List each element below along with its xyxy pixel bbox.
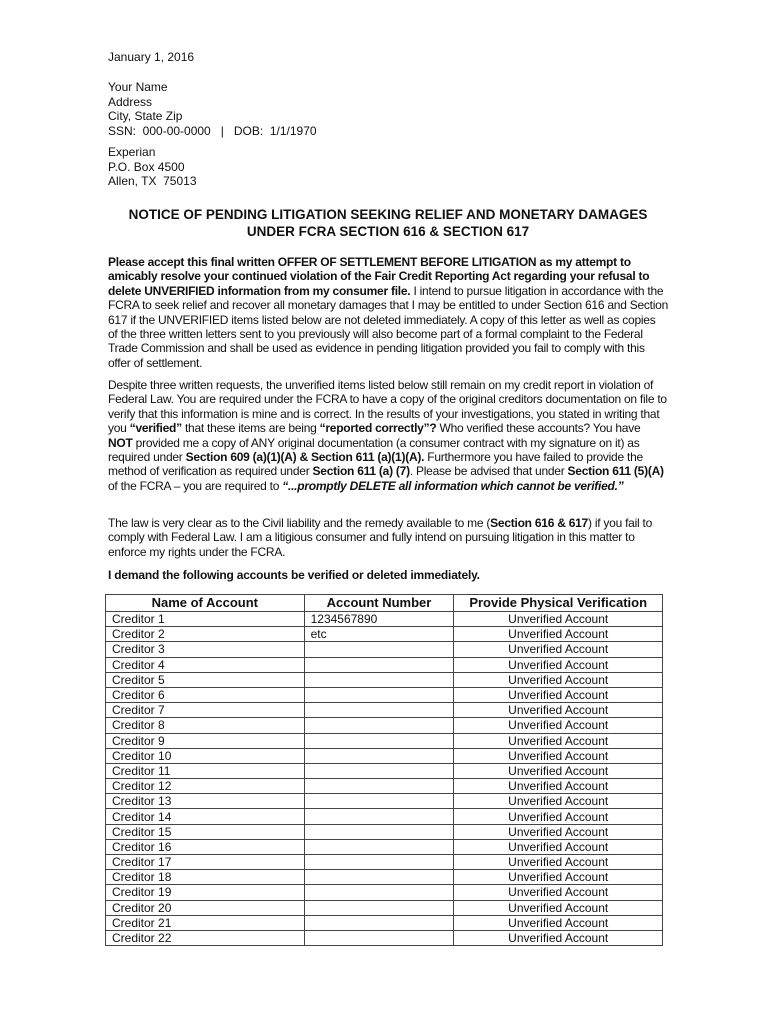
verification-status-cell: Unverified Account bbox=[454, 930, 663, 945]
table-row bbox=[106, 763, 663, 778]
verification-status-cell: Unverified Account bbox=[454, 748, 663, 763]
table-row bbox=[106, 672, 663, 687]
account-name-cell: Creditor 18 bbox=[106, 870, 305, 885]
account-name-cell: Creditor 13 bbox=[106, 794, 305, 809]
account-name-cell: Creditor 21 bbox=[106, 915, 305, 930]
recipient-name: Experian bbox=[108, 145, 156, 159]
verification-status-cell: Unverified Account bbox=[454, 672, 663, 687]
violation-text-4: provided me a copy of ANY original documentation (a consumer contract with my signature on it) as required under bbox=[108, 435, 640, 465]
sender-ids: SSN: 000-00-0000 | DOB: 1/1/1970 bbox=[108, 123, 317, 138]
sender-address: Address bbox=[108, 94, 153, 109]
table-row bbox=[106, 794, 663, 809]
table-row bbox=[106, 824, 663, 839]
account-number-cell: etc bbox=[304, 627, 454, 642]
account-name-cell: Creditor 3 bbox=[106, 642, 305, 657]
delete-quote: “...promptly DELETE all information which cannot be verified.” bbox=[282, 478, 624, 493]
verification-status-cell: Unverified Account bbox=[454, 870, 663, 885]
section-611-5a-reference: Section 611 (5)(A) bbox=[567, 464, 664, 479]
verification-status-cell: Unverified Account bbox=[454, 763, 663, 778]
account-number-cell bbox=[304, 824, 454, 839]
account-number-cell bbox=[304, 748, 454, 763]
table-row bbox=[106, 855, 663, 870]
account-number-cell bbox=[304, 885, 454, 900]
verification-status-cell: Unverified Account bbox=[454, 612, 663, 627]
account-name-cell: Creditor 22 bbox=[106, 930, 305, 945]
account-number-cell bbox=[304, 672, 454, 687]
reported-correctly-emphasis: “reported correctly”? bbox=[319, 421, 437, 436]
account-name-cell: Creditor 12 bbox=[106, 779, 305, 794]
account-number-cell bbox=[304, 763, 454, 778]
sender-block bbox=[108, 80, 317, 138]
table-row bbox=[106, 733, 663, 748]
liability-text-1: The law is very clear as to the Civil liability and the remedy available to me ( bbox=[108, 516, 491, 530]
verification-status-cell: Unverified Account bbox=[454, 915, 663, 930]
recipient-city: Allen, TX 75013 bbox=[108, 174, 197, 188]
settlement-bold: Please accept this final written OFFER OF SETTLEMENT BEFORE LITIGATION as my attempt to amicably resolve your continued violation of the Fair Credit Reporting Act regarding your refusal to delete UNVERIFIED information from my consumer file. bbox=[108, 255, 650, 298]
title-line-1: NOTICE OF PENDING LITIGATION SEEKING RELIEF AND MONETARY DAMAGES bbox=[128, 207, 648, 222]
demand-statement: I demand the following accounts be verified or deleted immediately. bbox=[108, 568, 480, 582]
table-row bbox=[106, 915, 663, 930]
account-number-cell bbox=[304, 870, 454, 885]
violation-text-7: of the FCRA – you are required to bbox=[108, 478, 283, 493]
account-number-cell bbox=[304, 687, 454, 702]
account-number-cell bbox=[304, 794, 454, 809]
account-name-cell: Creditor 15 bbox=[106, 824, 305, 839]
account-number-cell bbox=[304, 703, 454, 718]
table-header-row bbox=[106, 595, 663, 612]
verification-status-cell: Unverified Account bbox=[454, 703, 663, 718]
table-row bbox=[106, 657, 663, 672]
account-number-cell bbox=[304, 657, 454, 672]
verification-status-cell: Unverified Account bbox=[454, 687, 663, 702]
account-number-cell bbox=[304, 915, 454, 930]
table-row bbox=[106, 718, 663, 733]
violation-paragraph bbox=[108, 378, 668, 493]
verification-status-cell: Unverified Account bbox=[454, 733, 663, 748]
sender-name: Your Name bbox=[108, 80, 168, 94]
verification-status-cell: Unverified Account bbox=[454, 885, 663, 900]
account-name-cell: Creditor 19 bbox=[106, 885, 305, 900]
verification-status-cell: Unverified Account bbox=[454, 809, 663, 824]
table-row bbox=[106, 627, 663, 642]
account-name-cell: Creditor 7 bbox=[106, 703, 305, 718]
account-name-cell: Creditor 6 bbox=[106, 687, 305, 702]
table-row bbox=[106, 930, 663, 945]
section-611-a7-reference: Section 611 (a) (7) bbox=[312, 464, 410, 479]
header-physical-verification: Provide Physical Verification bbox=[454, 595, 663, 612]
verified-emphasis: “verified” bbox=[129, 421, 182, 436]
table-row bbox=[106, 870, 663, 885]
account-name-cell: Creditor 2 bbox=[106, 627, 305, 642]
account-name-cell: Creditor 17 bbox=[106, 855, 305, 870]
account-number-cell bbox=[304, 839, 454, 854]
account-number-cell bbox=[304, 930, 454, 945]
verification-status-cell: Unverified Account bbox=[454, 824, 663, 839]
verification-status-cell: Unverified Account bbox=[454, 718, 663, 733]
header-account-number: Account Number bbox=[304, 595, 454, 612]
section-609-reference: Section 609 (a)(1)(A) & Section 611 (a)(1)(A). bbox=[185, 450, 425, 465]
violation-text-3: Who verified these accounts? You have bbox=[436, 421, 641, 436]
account-name-cell: Creditor 5 bbox=[106, 672, 305, 687]
accounts-table-body bbox=[106, 612, 663, 946]
verification-status-cell: Unverified Account bbox=[454, 855, 663, 870]
liability-text-2: ) if you fail to comply with Federal Law. I am a litigious consumer and fully intend on pursuing litigation in this matter to enforce my rights under the FCRA. bbox=[108, 516, 653, 559]
account-name-cell: Creditor 16 bbox=[106, 839, 305, 854]
table-row bbox=[106, 642, 663, 657]
account-number-cell bbox=[304, 779, 454, 794]
account-name-cell: Creditor 20 bbox=[106, 900, 305, 915]
account-number-cell bbox=[304, 855, 454, 870]
title-line-2: UNDER FCRA SECTION 616 & SECTION 617 bbox=[246, 224, 530, 239]
section-616-617-reference: Section 616 & 617 bbox=[490, 516, 588, 530]
violation-text-5: Furthermore you have failed to provide the method of verification as required under bbox=[108, 450, 643, 479]
verification-status-cell: Unverified Account bbox=[454, 839, 663, 854]
account-name-cell: Creditor 14 bbox=[106, 809, 305, 824]
account-name-cell: Creditor 4 bbox=[106, 657, 305, 672]
table-row bbox=[106, 703, 663, 718]
violation-text-1: Despite three written requests, the unverified items listed below still remain on my credit report in violation of Federal Law. You are required under the FCRA to have a copy of the original creditors documentation on file to verify that this information is mine and is correct. In the results of your investigations, you stated in writing that you bbox=[108, 378, 667, 436]
verification-status-cell: Unverified Account bbox=[454, 794, 663, 809]
not-emphasis: NOT bbox=[108, 435, 133, 450]
table-row bbox=[106, 839, 663, 854]
account-number-cell bbox=[304, 642, 454, 657]
verification-status-cell: Unverified Account bbox=[454, 657, 663, 672]
account-number-cell bbox=[304, 718, 454, 733]
recipient-box: P.O. Box 4500 bbox=[108, 159, 185, 174]
account-number-cell: 1234567890 bbox=[304, 612, 454, 627]
account-name-cell: Creditor 9 bbox=[106, 733, 305, 748]
account-name-cell: Creditor 8 bbox=[106, 718, 305, 733]
table-row bbox=[106, 612, 663, 627]
table-row bbox=[106, 900, 663, 915]
account-number-cell bbox=[304, 900, 454, 915]
account-number-cell bbox=[304, 733, 454, 748]
letter-date: January 1, 2016 bbox=[108, 50, 195, 64]
table-row bbox=[106, 779, 663, 794]
verification-status-cell: Unverified Account bbox=[454, 642, 663, 657]
table-row bbox=[106, 809, 663, 824]
account-name-cell: Creditor 10 bbox=[106, 748, 305, 763]
violation-text-6: . Please be advised that under bbox=[409, 464, 568, 479]
violation-text-2: that these items are being bbox=[181, 421, 320, 436]
verification-status-cell: Unverified Account bbox=[454, 627, 663, 642]
table-row bbox=[106, 687, 663, 702]
verification-status-cell: Unverified Account bbox=[454, 900, 663, 915]
settlement-paragraph bbox=[108, 255, 668, 370]
accounts-table bbox=[105, 594, 663, 946]
account-name-cell: Creditor 1 bbox=[106, 612, 305, 627]
verification-status-cell: Unverified Account bbox=[454, 779, 663, 794]
notice-title bbox=[60, 206, 716, 240]
header-name-of-account: Name of Account bbox=[106, 595, 305, 612]
table-row bbox=[106, 885, 663, 900]
sender-city: City, State Zip bbox=[108, 109, 183, 123]
settlement-text: I intend to pursue litigation in accordance with the FCRA to seek relief and recover all monetary damages that I may be entitled to under Section 616 and Section 617 if the UNVERIFIED items listed below are not deleted immediately. A copy of this letter as well as copies of the three written letters sent to you previously will also become part of a formal complaint to the Federal Trade Commission and shall be used as evidence in pending litigation provided you fail to comply with this offer of settlement. bbox=[108, 283, 668, 370]
recipient-block bbox=[108, 145, 197, 189]
table-row bbox=[106, 748, 663, 763]
account-number-cell bbox=[304, 809, 454, 824]
account-name-cell: Creditor 11 bbox=[106, 763, 305, 778]
liability-paragraph bbox=[108, 516, 668, 559]
